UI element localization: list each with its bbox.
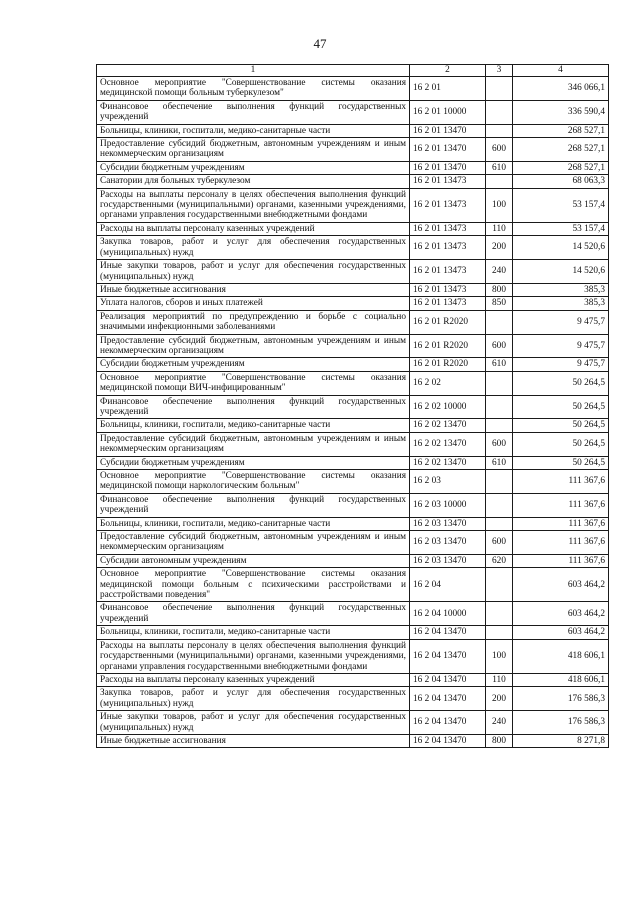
row-code: 16 2 04 13470 (410, 639, 486, 673)
row-amount: 68 063,3 (513, 175, 609, 188)
row-name: Субсидии бюджетным учреждениям (97, 161, 410, 174)
row-expense-type (486, 626, 513, 639)
row-code: 16 2 04 13470 (410, 734, 486, 747)
row-expense-type (486, 175, 513, 188)
row-code: 16 2 01 13473 (410, 236, 486, 260)
row-code: 16 2 04 10000 (410, 602, 486, 626)
row-amount: 50 264,5 (513, 371, 609, 395)
row-code: 16 2 04 13470 (410, 673, 486, 686)
row-expense-type: 600 (486, 531, 513, 555)
table-row (97, 470, 609, 494)
table-row (97, 283, 609, 296)
row-amount: 336 590,4 (513, 100, 609, 124)
row-code: 16 2 03 10000 (410, 493, 486, 517)
table-row (97, 334, 609, 358)
table-row (97, 531, 609, 555)
row-expense-type (486, 310, 513, 334)
row-expense-type: 850 (486, 297, 513, 310)
row-amount: 50 264,5 (513, 419, 609, 432)
row-name: Финансовое обеспечение выполнения функций государственных учреждений (97, 100, 410, 124)
row-code: 16 2 03 13470 (410, 531, 486, 555)
row-name: Больницы, клиники, госпитали, медико-санитарные части (97, 419, 410, 432)
row-expense-type: 610 (486, 358, 513, 371)
table-row (97, 310, 609, 334)
table-row (97, 175, 609, 188)
row-expense-type (486, 602, 513, 626)
table-row (97, 517, 609, 530)
table-row (97, 138, 609, 162)
row-expense-type: 240 (486, 711, 513, 735)
row-expense-type (486, 419, 513, 432)
row-name: Расходы на выплаты персоналу в целях обеспечения выполнения функций государственными (муниципальными) органами, казенными учреждениями, органами управления государственными внебюджетными фондами (97, 639, 410, 673)
row-amount: 346 066,1 (513, 77, 609, 101)
row-expense-type (486, 371, 513, 395)
row-name: Субсидии автономным учреждениям (97, 554, 410, 567)
row-expense-type: 600 (486, 432, 513, 456)
row-name: Иные закупки товаров, работ и услуг для обеспечения государственных (муниципальных) нужд (97, 711, 410, 735)
row-expense-type: 100 (486, 188, 513, 222)
row-code: 16 2 01 10000 (410, 100, 486, 124)
budget-table (96, 64, 609, 748)
row-expense-type: 800 (486, 734, 513, 747)
row-expense-type: 110 (486, 673, 513, 686)
row-name: Уплата налогов, сборов и иных платежей (97, 297, 410, 310)
row-amount: 111 367,6 (513, 493, 609, 517)
row-code: 16 2 03 (410, 470, 486, 494)
row-amount: 111 367,6 (513, 517, 609, 530)
row-expense-type: 600 (486, 138, 513, 162)
row-expense-type (486, 100, 513, 124)
row-code: 16 2 01 (410, 77, 486, 101)
row-expense-type: 110 (486, 222, 513, 235)
row-amount: 176 586,3 (513, 687, 609, 711)
row-amount: 603 464,2 (513, 626, 609, 639)
row-amount: 603 464,2 (513, 568, 609, 602)
table-body (97, 77, 609, 748)
row-expense-type: 200 (486, 687, 513, 711)
row-code: 16 2 01 13473 (410, 175, 486, 188)
table-row (97, 673, 609, 686)
table-row (97, 358, 609, 371)
row-name: Основное мероприятие "Совершенствование системы оказания медицинской помощи ВИЧ-инфицированным" (97, 371, 410, 395)
table-row (97, 493, 609, 517)
row-expense-type: 200 (486, 236, 513, 260)
row-code: 16 2 01 13473 (410, 260, 486, 284)
row-name: Предоставление субсидий бюджетным, автономным учреждениям и иным некоммерческим организациям (97, 432, 410, 456)
row-amount: 418 606,1 (513, 639, 609, 673)
row-name: Основное мероприятие "Совершенствование системы оказания медицинской помощи больным с психическими расстройствами и расстройствами поведения" (97, 568, 410, 602)
row-expense-type (486, 568, 513, 602)
row-expense-type (486, 470, 513, 494)
row-code: 16 2 03 13470 (410, 517, 486, 530)
row-name: Финансовое обеспечение выполнения функций государственных учреждений (97, 493, 410, 517)
row-name: Больницы, клиники, госпитали, медико-санитарные части (97, 626, 410, 639)
row-name: Основное мероприятие "Совершенствование системы оказания медицинской помощи больным туберкулезом" (97, 77, 410, 101)
row-code: 16 2 01 13470 (410, 138, 486, 162)
row-amount: 176 586,3 (513, 711, 609, 735)
row-amount: 53 157,4 (513, 222, 609, 235)
row-amount: 50 264,5 (513, 432, 609, 456)
row-name: Закупка товаров, работ и услуг для обеспечения государственных (муниципальных) нужд (97, 236, 410, 260)
row-code: 16 2 04 13470 (410, 687, 486, 711)
row-expense-type: 100 (486, 639, 513, 673)
row-amount: 9 475,7 (513, 310, 609, 334)
row-amount: 268 527,1 (513, 138, 609, 162)
row-amount: 385,3 (513, 283, 609, 296)
table-row (97, 297, 609, 310)
row-name: Реализация мероприятий по предупреждению и борьбе с социально значимыми инфекционными заболеваниями (97, 310, 410, 334)
row-name: Субсидии бюджетным учреждениям (97, 358, 410, 371)
row-code: 16 2 02 13470 (410, 432, 486, 456)
table-row (97, 554, 609, 567)
table-header-row (97, 65, 609, 77)
row-code: 16 2 02 (410, 371, 486, 395)
row-amount: 111 367,6 (513, 554, 609, 567)
table-row (97, 124, 609, 137)
table-row (97, 602, 609, 626)
row-name: Предоставление субсидий бюджетным, автономным учреждениям и иным некоммерческим организациям (97, 138, 410, 162)
table-row (97, 161, 609, 174)
table-row (97, 639, 609, 673)
row-expense-type: 240 (486, 260, 513, 284)
row-name: Закупка товаров, работ и услуг для обеспечения государственных (муниципальных) нужд (97, 687, 410, 711)
row-name: Основное мероприятие "Совершенствование системы оказания медицинской помощи наркологическим больным" (97, 470, 410, 494)
table-row (97, 568, 609, 602)
row-amount: 53 157,4 (513, 188, 609, 222)
row-code: 16 2 02 13470 (410, 419, 486, 432)
row-amount: 385,3 (513, 297, 609, 310)
row-expense-type: 600 (486, 334, 513, 358)
column-header-4: 4 (513, 65, 609, 77)
table-row (97, 687, 609, 711)
table-row (97, 100, 609, 124)
row-name: Предоставление субсидий бюджетным, автономным учреждениям и иным некоммерческим организациям (97, 334, 410, 358)
row-code: 16 2 04 13470 (410, 711, 486, 735)
table-row (97, 77, 609, 101)
row-code: 16 2 01 R2020 (410, 310, 486, 334)
table-row (97, 222, 609, 235)
row-amount: 268 527,1 (513, 161, 609, 174)
table-row (97, 711, 609, 735)
row-code: 16 2 01 13473 (410, 297, 486, 310)
row-code: 16 2 02 13470 (410, 456, 486, 469)
row-code: 16 2 01 13473 (410, 283, 486, 296)
row-name: Больницы, клиники, госпитали, медико-санитарные части (97, 124, 410, 137)
row-amount: 9 475,7 (513, 358, 609, 371)
table-row (97, 236, 609, 260)
row-code: 16 2 01 R2020 (410, 358, 486, 371)
row-name: Иные закупки товаров, работ и услуг для обеспечения государственных (муниципальных) нужд (97, 260, 410, 284)
row-amount: 14 520,6 (513, 236, 609, 260)
row-amount: 50 264,5 (513, 456, 609, 469)
row-amount: 603 464,2 (513, 602, 609, 626)
row-name: Расходы на выплаты персоналу казенных учреждений (97, 222, 410, 235)
row-expense-type: 610 (486, 161, 513, 174)
row-expense-type (486, 517, 513, 530)
table-row (97, 432, 609, 456)
row-code: 16 2 01 13470 (410, 161, 486, 174)
row-amount: 268 527,1 (513, 124, 609, 137)
row-expense-type (486, 124, 513, 137)
row-name: Больницы, клиники, госпитали, медико-санитарные части (97, 517, 410, 530)
row-code: 16 2 02 10000 (410, 395, 486, 419)
table-row (97, 626, 609, 639)
row-code: 16 2 01 13473 (410, 222, 486, 235)
row-name: Предоставление субсидий бюджетным, автономным учреждениям и иным некоммерческим организациям (97, 531, 410, 555)
row-code: 16 2 04 13470 (410, 626, 486, 639)
row-code: 16 2 03 13470 (410, 554, 486, 567)
table-row (97, 419, 609, 432)
row-amount: 9 475,7 (513, 334, 609, 358)
row-name: Иные бюджетные ассигнования (97, 283, 410, 296)
table-row (97, 371, 609, 395)
row-amount: 418 606,1 (513, 673, 609, 686)
row-amount: 50 264,5 (513, 395, 609, 419)
row-code: 16 2 01 13470 (410, 124, 486, 137)
table-row (97, 456, 609, 469)
column-header-3: 3 (486, 65, 513, 77)
row-name: Иные бюджетные ассигнования (97, 734, 410, 747)
row-name: Финансовое обеспечение выполнения функций государственных учреждений (97, 602, 410, 626)
row-expense-type (486, 395, 513, 419)
table-row (97, 734, 609, 747)
row-expense-type (486, 493, 513, 517)
column-header-1: 1 (97, 65, 410, 77)
row-amount: 14 520,6 (513, 260, 609, 284)
row-expense-type: 800 (486, 283, 513, 296)
row-name: Финансовое обеспечение выполнения функций государственных учреждений (97, 395, 410, 419)
row-code: 16 2 04 (410, 568, 486, 602)
table-row (97, 260, 609, 284)
page-number: 47 (313, 36, 327, 51)
column-header-2: 2 (410, 65, 486, 77)
row-expense-type: 610 (486, 456, 513, 469)
table-row (97, 188, 609, 222)
row-expense-type (486, 77, 513, 101)
row-amount: 8 271,8 (513, 734, 609, 747)
row-name: Расходы на выплаты персоналу казенных учреждений (97, 673, 410, 686)
row-name: Расходы на выплаты персоналу в целях обеспечения выполнения функций государственными (муниципальными) органами, казенными учреждениями, органами управления государственными внебюджетными фондами (97, 188, 410, 222)
row-amount: 111 367,6 (513, 470, 609, 494)
row-name: Субсидии бюджетным учреждениям (97, 456, 410, 469)
row-amount: 111 367,6 (513, 531, 609, 555)
row-code: 16 2 01 R2020 (410, 334, 486, 358)
row-expense-type: 620 (486, 554, 513, 567)
row-code: 16 2 01 13473 (410, 188, 486, 222)
row-name: Санатории для больных туберкулезом (97, 175, 410, 188)
table-row (97, 395, 609, 419)
